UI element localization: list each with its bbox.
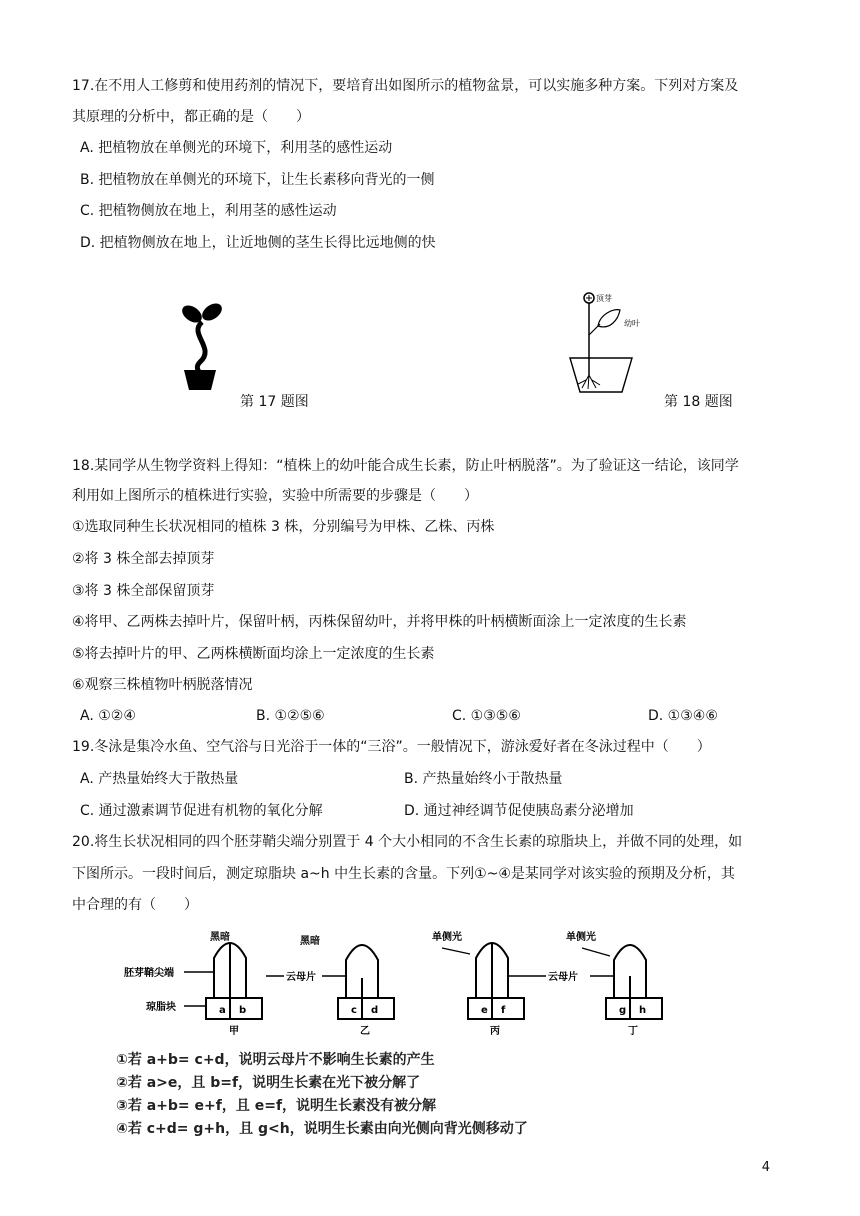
setup-yi bbox=[266, 934, 394, 1037]
q17-option-c: C. 把植物侧放在地上，利用茎的感性运动 bbox=[80, 203, 337, 219]
q18-figure-caption: 第 18 题图 bbox=[664, 394, 733, 410]
block-c: c bbox=[351, 1005, 357, 1016]
q19-option-a: A. 产热量始终大于散热量 bbox=[80, 771, 239, 787]
q18-option-d: D. ①③④⑥ bbox=[648, 708, 718, 724]
q20-stem-line3: 中合理的有（ ） bbox=[72, 897, 198, 913]
q17-option-d: D. 把植物侧放在地上，让近地侧的茎生长得比远地侧的快 bbox=[80, 235, 436, 251]
dark-label-1: 黑暗 bbox=[210, 932, 230, 943]
block-g: g bbox=[619, 1005, 627, 1016]
name-jia: 甲 bbox=[229, 1026, 239, 1037]
page-number: 4 bbox=[761, 1160, 770, 1175]
q17-plant-figure bbox=[170, 300, 230, 395]
label-mica-1: 云母片 bbox=[286, 972, 316, 983]
q17-stem-line1: 17.在不用人工修剪和使用药剂的情况下，要培育出如图所示的植物盆景，可以实施多种方案。下列对方案及 bbox=[72, 78, 739, 94]
q17-option-a: A. 把植物放在单侧光的环境下，利用茎的感性运动 bbox=[80, 140, 393, 156]
label-agar: 琼脂块 bbox=[146, 1002, 176, 1013]
q19-stem: 19.冬泳是集冷水鱼、空气浴与日光浴于一体的“三浴”。一般情况下，游泳爱好者在冬泳过程中（ ） bbox=[72, 739, 711, 755]
setup-bing bbox=[432, 930, 578, 1037]
block-d: d bbox=[371, 1005, 379, 1016]
q18-option-a: A. ①②④ bbox=[80, 708, 136, 724]
block-h: h bbox=[639, 1005, 647, 1016]
q20-experiment-figure bbox=[110, 930, 690, 1040]
q18-plant-figure bbox=[566, 290, 656, 400]
q20-statement-1: ①若 a+b= c+d，说明云母片不影响生长素的产生 bbox=[116, 1052, 435, 1068]
q18-step-2: ②将 3 株全部去掉顶芽 bbox=[72, 551, 215, 567]
q18-step-4: ④将甲、乙两株去掉叶片，保留叶柄，丙株保留幼叶，并将甲株的叶柄横断面涂上一定浓度的生长素 bbox=[72, 614, 687, 630]
q17-option-b: B. 把植物放在单侧光的环境下，让生长素移向背光的一侧 bbox=[80, 172, 435, 188]
block-f: f bbox=[501, 1005, 506, 1016]
q18-option-b: B. ①②⑤⑥ bbox=[256, 708, 325, 724]
q17-figure-caption: 第 17 题图 bbox=[240, 394, 309, 410]
q18-step-1: ①选取同种生长状况相同的植株 3 株，分别编号为甲株、乙株、丙株 bbox=[72, 519, 495, 535]
label-tip: 胚芽鞘尖端 bbox=[124, 968, 174, 979]
name-ding: 丁 bbox=[628, 1026, 638, 1037]
name-yi: 乙 bbox=[360, 1026, 370, 1037]
q19-option-d: D. 通过神经调节促使胰岛素分泌增加 bbox=[404, 803, 634, 819]
name-bing: 丙 bbox=[490, 1026, 500, 1037]
q18-step-5: ⑤将去掉叶片的甲、乙两株横断面均涂上一定浓度的生长素 bbox=[72, 646, 435, 662]
q18-option-c: C. ①③⑤⑥ bbox=[452, 708, 521, 724]
setup-ding bbox=[566, 930, 662, 1037]
q17-stem-line2: 其原理的分析中，都正确的是（ ） bbox=[72, 109, 310, 125]
setup-jia bbox=[124, 930, 262, 1037]
block-e: e bbox=[481, 1005, 488, 1016]
q20-statement-2: ②若 a>e，且 b=f，说明生长素在光下被分解了 bbox=[116, 1075, 421, 1091]
q20-stem-line2: 下图所示。一段时间后，测定琼脂块 a~h 中生长素的含量。下列①~④是某同学对该实验的预期及分析，其 bbox=[72, 866, 735, 882]
q18-stem-line2: 利用如上图所示的植株进行实验，实验中所需要的步骤是（ ） bbox=[72, 488, 478, 504]
q20-statement-3: ③若 a+b= e+f，且 e=f，说明生长素没有被分解 bbox=[116, 1098, 437, 1114]
q18-stem-line1: 18.某同学从生物学资料上得知：“植株上的幼叶能合成生长素，防止叶柄脱落”。为了验证这一结论，该同学 bbox=[72, 458, 739, 474]
block-b: b bbox=[239, 1005, 247, 1016]
q18-fig-label-bud: 顶芽 bbox=[596, 294, 612, 303]
q18-step-6: ⑥观察三株植物叶柄脱落情况 bbox=[72, 677, 253, 693]
side-light-label-1: 单侧光 bbox=[432, 932, 462, 943]
q18-fig-label-leaf: 幼叶 bbox=[624, 319, 640, 328]
q20-statement-4: ④若 c+d= g+h，且 g<h，说明生长素由向光侧向背光侧移动了 bbox=[116, 1121, 528, 1137]
q19-option-b: B. 产热量始终小于散热量 bbox=[404, 771, 563, 787]
q18-step-3: ③将 3 株全部保留顶芽 bbox=[72, 583, 215, 599]
label-mica-2: 云母片 bbox=[548, 972, 578, 983]
q19-option-c: C. 通过激素调节促进有机物的氧化分解 bbox=[80, 803, 323, 819]
block-a: a bbox=[219, 1005, 226, 1016]
side-light-label-2: 单侧光 bbox=[566, 932, 596, 943]
dark-label-2: 黑暗 bbox=[300, 936, 320, 947]
q20-stem-line1: 20.将生长状况相同的四个胚芽鞘尖端分别置于 4 个大小相同的不含生长素的琼脂块上，并做不同的处理，如 bbox=[72, 834, 743, 850]
